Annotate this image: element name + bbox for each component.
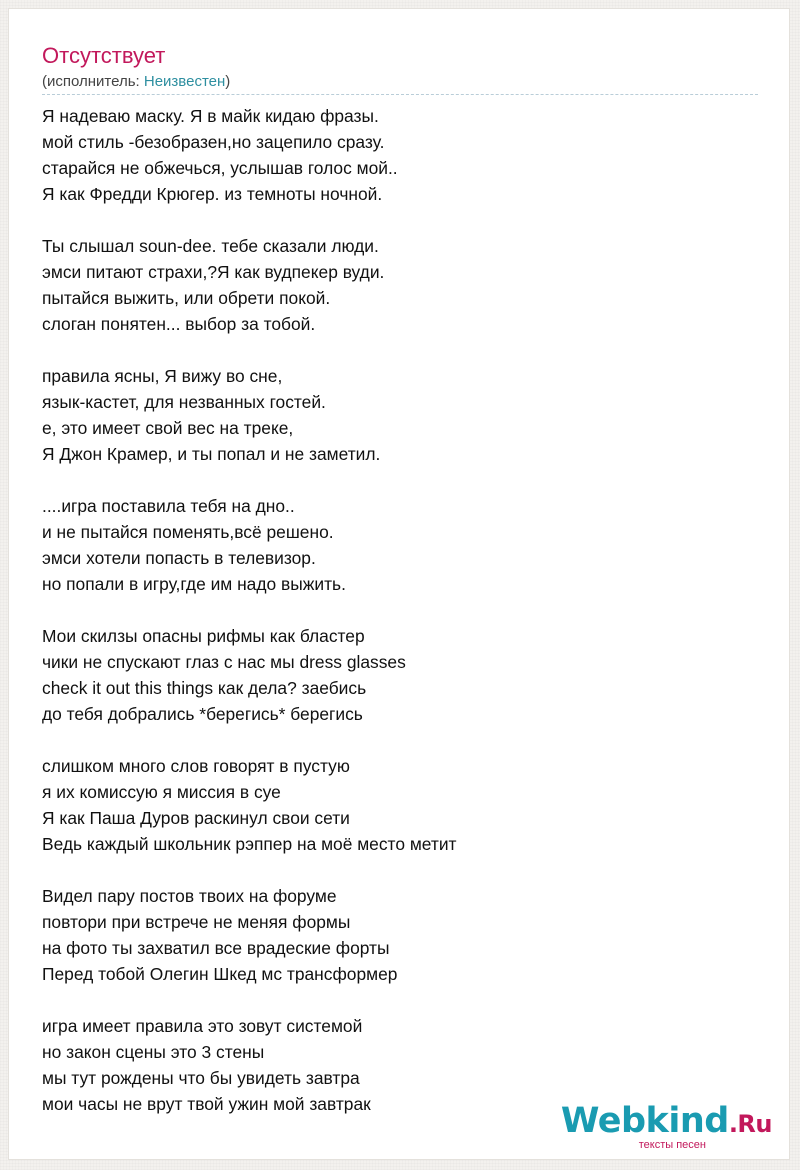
lyrics-stanza: [42, 753, 758, 857]
lyric-line: эмси питают страхи,?Я как вудпекер вуди.: [42, 262, 385, 282]
lyric-line: Видел пару постов твоих на форуме: [42, 886, 337, 906]
song-header: [42, 42, 758, 95]
lyric-line: Я надеваю маску. Я в майк кидаю фразы.: [42, 106, 379, 126]
lyric-line: Ведь каждый школьник рэппер на моё место метит: [42, 834, 457, 854]
lyrics-body: [42, 103, 758, 1143]
lyric-line: Перед тобой Олегин Шкед мс трансформер: [42, 964, 398, 984]
lyric-line: правила ясны, Я вижу во сне,: [42, 366, 283, 386]
site-logo[interactable]: [561, 1102, 772, 1151]
song-title: Отсутствует: [42, 43, 166, 68]
lyric-line: повтори при встрече не меняя формы: [42, 912, 351, 932]
lyric-line: пытайся выжить, или обрети покой.: [42, 288, 331, 308]
lyric-line: мы тут рождены что бы увидеть завтра: [42, 1068, 360, 1088]
lyric-line: слишком много слов говорят в пустую: [42, 756, 350, 776]
lyrics-stanza: [42, 493, 758, 597]
lyric-line: я их комиссую я миссия в суе: [42, 782, 281, 802]
lyric-line: ....игра поставила тебя на дно..: [42, 496, 295, 516]
logo-tld: .Ru: [728, 1110, 772, 1138]
lyric-line: но попали в игру,где им надо выжить.: [42, 574, 346, 594]
lyric-line: Мои скилзы опасны рифмы как бластер: [42, 626, 365, 646]
lyric-line: и не пытайся поменять,всё решено.: [42, 522, 334, 542]
lyrics-stanza: [42, 883, 758, 987]
lyrics-stanza: [42, 363, 758, 467]
lyric-line: чики не спускают глаз с нас мы dress glasses: [42, 652, 406, 672]
lyric-line: на фото ты захватил все врадеские форты: [42, 938, 390, 958]
lyric-line: язык-кастет, для незванных гостей.: [42, 392, 326, 412]
lyric-line: игра имеет правила это зовут системой: [42, 1016, 363, 1036]
lyrics-stanza: [42, 623, 758, 727]
artist-link[interactable]: Неизвестен: [143, 73, 226, 90]
artist-suffix: ): [225, 73, 231, 90]
lyric-line: до тебя добрались *берегись* берегись: [42, 704, 363, 724]
lyric-line: Я как Паша Дуров раскинул свои сети: [42, 808, 350, 828]
lyric-line: старайся не обжечься, услышав голос мой..: [42, 158, 398, 178]
lyric-line: check it out this things как дела? заебись: [42, 678, 367, 698]
logo-tagline: тексты песен: [638, 1139, 706, 1151]
lyric-line: Я как Фредди Крюгер. из темноты ночной.: [42, 184, 383, 204]
artist-line: [42, 72, 758, 95]
artist-prefix: (исполнитель:: [42, 73, 144, 90]
lyric-line: мои часы не врут твой ужин мой завтрак: [42, 1094, 371, 1114]
lyric-line: мой стиль -безобразен,но зацепило сразу.: [42, 132, 385, 152]
lyrics-stanza: [42, 103, 758, 207]
lyric-line: эмси хотели попасть в телевизор.: [42, 548, 316, 568]
logo-main-text: Webkind: [560, 1101, 729, 1141]
lyric-line: е, это имеет свой вес на треке,: [42, 418, 294, 438]
lyric-line: Ты слышал soun-dee. тебе сказали люди.: [42, 236, 379, 256]
lyric-line: но закон сцены это 3 стены: [42, 1042, 265, 1062]
lyric-line: Я Джон Крамер, и ты попал и не заметил.: [42, 444, 381, 464]
lyric-line: слоган понятен... выбор за тобой.: [42, 314, 316, 334]
logo-wordmark: [561, 1102, 772, 1143]
lyrics-stanza: [42, 233, 758, 337]
